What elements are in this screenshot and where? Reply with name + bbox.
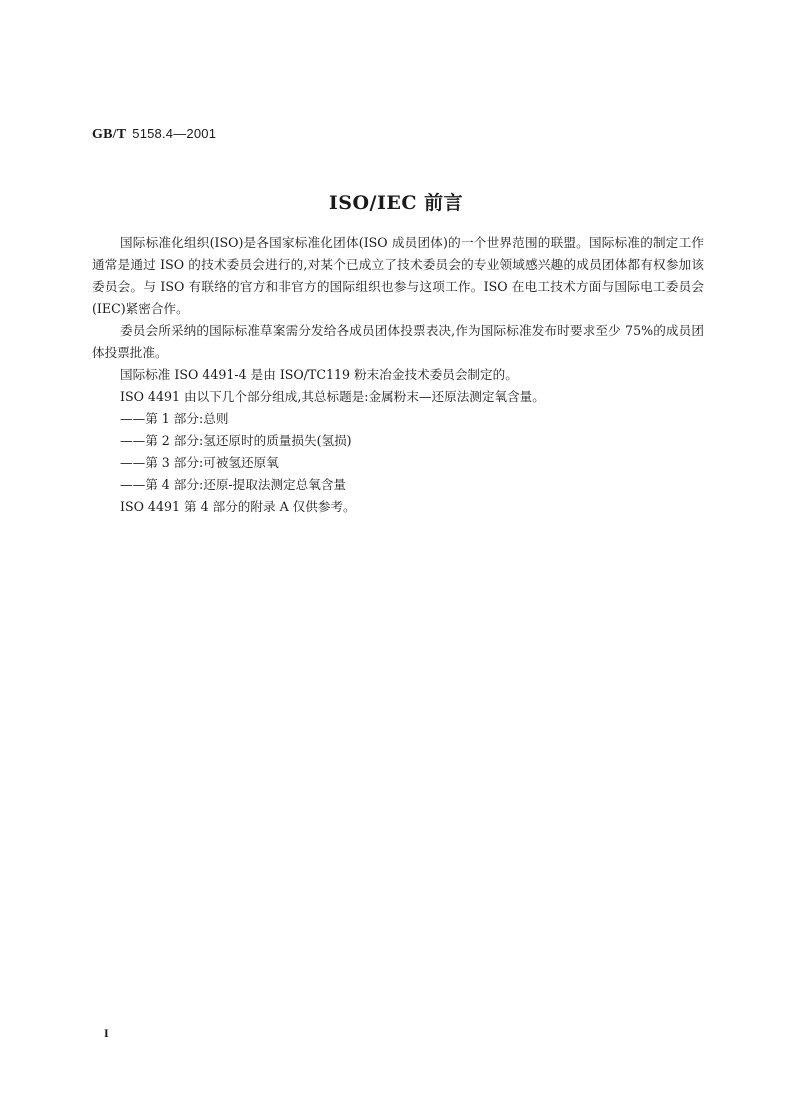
part-item-4: ——第 4 部分:还原-提取法测定总氧含量 bbox=[120, 477, 347, 492]
paragraph-parts-intro: ISO 4491 由以下几个部分组成,其总标题是:金属粉末—还原法测定氧含量。 bbox=[120, 389, 545, 404]
part-item-2: ——第 2 部分:氢还原时的质量损失(氢损) bbox=[120, 433, 352, 448]
part-item-1: ——第 1 部分:总则 bbox=[120, 411, 229, 426]
part-item-3: ——第 3 部分:可被氢还原氧 bbox=[120, 455, 279, 470]
paragraph-iso-intro: 国际标准化组织(ISO)是各国家标准化团体(ISO 成员团体)的一个世界范围的联盟。国际标准的制定工作通常是通过 ISO 的技术委员会进行的,对某个已成立了技术委员会的专业领域感兴趣的成员团体都有权参加该委员会。与 ISO 有联络的官方和非官方的国际组织也参与这项工作。ISO 在电工技术方面与国际电工委员会(IEC)紧密合作。 bbox=[92, 235, 704, 316]
standard-number: 5158.4—2001 bbox=[132, 126, 217, 141]
foreword-body bbox=[92, 232, 704, 518]
paragraph-voting: 委员会所采纳的国际标准草案需分发给各成员团体投票表决,作为国际标准发布时要求至少 75%的成员团体投票批准。 bbox=[92, 323, 704, 360]
standard-code bbox=[92, 126, 216, 143]
paragraph-committee: 国际标准 ISO 4491-4 是由 ISO/TC119 粉末冶金技术委员会制定的。 bbox=[120, 367, 518, 382]
standard-prefix: GB/T bbox=[92, 127, 127, 142]
page-number: I bbox=[104, 1026, 109, 1040]
page-title: ISO/IEC 前言 bbox=[328, 192, 464, 214]
paragraph-annex-note: ISO 4491 第 4 部分的附录 A 仅供参考。 bbox=[120, 499, 356, 514]
